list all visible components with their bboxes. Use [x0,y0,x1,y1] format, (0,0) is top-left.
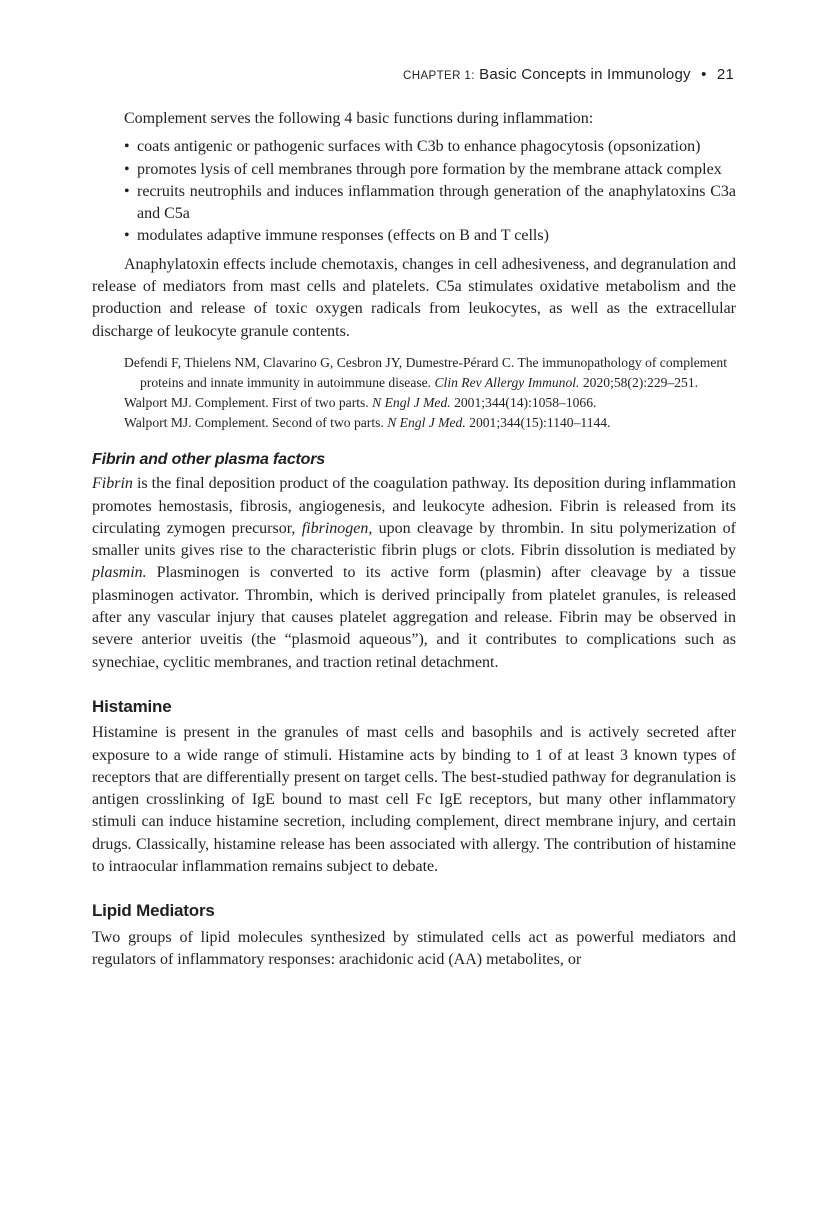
section-heading-fibrin: Fibrin and other plasma factors [92,450,325,468]
list-item: • promotes lysis of cell membranes through pore formation by the membrane attack complex [124,159,736,181]
chapter-label: CHAPTER 1: [403,70,475,82]
page-number: 21 [716,66,734,83]
list-item: • coats antigenic or pathogenic surfaces with C3b to enhance phagocytosis (opsonization) [124,136,736,158]
histamine-paragraph: Histamine is present in the granules of mast cells and basophils and is actively secreted after exposure to a wide range of stimuli. Histamine acts by binding to 1 of at least 3 known types of receptors that are differentially present on target cells. The best-studied pathway for degranulation is antigen crosslinking of IgE bound to mast cell Fc IgE receptors, but many other inflammatory stimuli can induce histamine secretion, including complement, direct membrane injury, and certain drugs. Classically, histamine release has been associated with allergy. The contribution of histamine to intraocular inflammation remains subject to debate. [92,724,736,876]
lipid-mediators-paragraph: Two groups of lipid molecules synthesized by stimulated cells act as powerful mediators and regulators of inflammatory responses: arachidonic acid (AA) metabolites, or [92,928,736,968]
fibrin-paragraph: Fibrin is the final deposition product of the coagulation pathway. Its deposition during inflammation promotes hemostasis, fibrosis, angiogenesis, and leukocyte adhesion. Fibrin is released from its circulating zymogen precursor, fibrinogen, upon cleavage by thrombin. In situ polymerization of smaller units gives rise to the characteristic fibrin plugs or clots. Fibrin dissolution is mediated by plasmin. Plasminogen is converted to its active form (plasmin) after cleavage by a tissue plasminogen activator. Thrombin, which is derived principally from platelet granules, is released after any vascular injury that causes platelet aggregation and release. Fibrin may be observed in severe anterior uveitis (the “plasmoid aqueous”), and it contributes to complications such as synechiae, cyclitic membranes, and traction retinal detachment. [92,475,736,671]
intro-paragraph: Complement serves the following 4 basic functions during inflammation: [124,110,594,127]
running-head [403,66,734,83]
bullet-dot: • [124,160,130,178]
list-item: • modulates adaptive immune responses (effects on B and T cells) [124,225,736,247]
section-heading-histamine: Histamine [92,696,172,716]
reference-item: Walport MJ. Complement. First of two parts. N Engl J Med. 2001;344(14):1058–1066. [124,394,597,410]
header-separator: • [701,66,707,83]
list-item: • recruits neutrophils and induces inflammation through generation of the anaphylatoxins C3a and C5a [124,182,736,223]
page-body [92,108,736,971]
reference-list [92,353,736,433]
bullet-dot: • [124,182,130,200]
section-heading-lipid-mediators: Lipid Mediators [92,901,215,921]
anaphylatoxin-paragraph: Anaphylatoxin effects include chemotaxis, changes in cell adhesiveness, and degranulation and release of mediators from mast cells and platelets. C5a stimulates oxidative metabolism and the production and release of toxic oxygen radicals from leukocytes, as well as the extracellular discharge of leukocyte granule contents. [92,255,736,340]
complement-function-list [92,136,736,247]
bullet-dot: • [124,227,130,245]
chapter-title: Basic Concepts in Immunology [479,66,691,83]
bullet-dot: • [124,138,130,156]
reference-item: Defendi F, Thielens NM, Clavarino G, Cesbron JY, Dumestre-Pérard C. The immunopathology of complement proteins and innate immunity in autoimmune disease. Clin Rev Allergy Immunol. 2020;58(2):229–251. [124,354,727,390]
reference-item: Walport MJ. Complement. Second of two parts. N Engl J Med. 2001;344(15):1140–1144. [124,414,611,430]
